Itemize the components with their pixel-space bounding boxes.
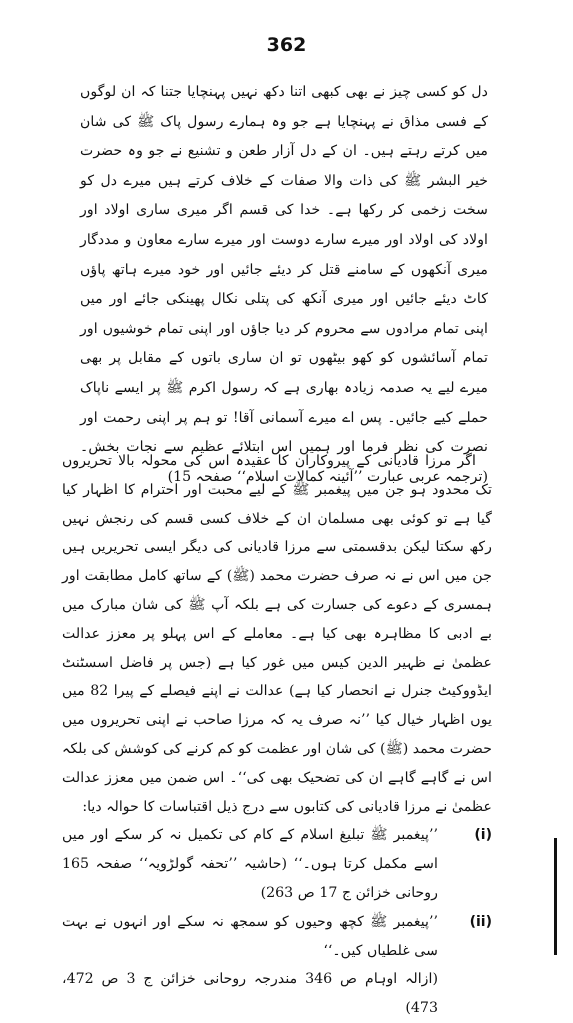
list-item-number: (ii) [469, 913, 492, 930]
body-text-block [62, 447, 492, 1023]
page-edge-rule [554, 838, 557, 955]
list-item-quote: ’’پیغمبر ﷺ کچھ وحیوں کو سمجھ نہ سکے اور انہوں نے بہت سی غلطیاں کیں۔‘‘ [62, 913, 438, 959]
quoted-translation-paragraph: دل کو کسی چیز نے بھی کبھی اتنا دکھ نہیں پہنچایا جتنا کہ ان لوگوں کے فسی مذاق نے پہنچایا ہے جو وہ ہمارے رسول پاک ﷺ کی شان میں کرتے رہتے ہیں۔ ان کے دل آزار طعن و تشنیع نے جو وہ حضرت خیر البشر ﷺ کی ذات والا صفات کے خلاف کرتے ہیں میرے دل کو سخت زخمی کر رکھا ہے۔ خدا کی قسم اگر میری ساری اولاد اور اولاد کی اولاد اور میرے سارے دوست اور میرے سارے معاون و مددگار میری آنکھوں کے سامنے قتل کر دیئے جائیں اور خود میرے ہاتھ پاؤں کاٹ دیئے جائیں اور میری آنکھ کی پتلی نکال پھینکی جائے اور میں اپنی تمام مرادوں سے محروم کر دیا جاؤں اور اپنی تمام خوشیوں اور تمام آسائشوں کو کھو بیٹھوں تو ان ساری باتوں کے مقابل پر بھی میرے لیے یہ صدمہ زیادہ بھاری ہے کہ رسول اکرم ﷺ پر ایسے ناپاک حملے کیے جائیں۔ پس اے میرے آسمانی آقا! تو ہم پر اپنی رحمت اور نصرت کی نظر فرما اور ہمیں اس ابتلائے عظیم سے نجات بخش۔ (ترجمہ عربی عبارت ’’آئینہ کمالات اسلام‘‘ صفحہ 15) [80, 84, 488, 485]
list-item-text: ’’پیغمبر ﷺ تبلیغ اسلام کے کام کی تکمیل نہ کر سکے اور میں اسے مکمل کرتا ہوں۔‘‘ (حاشیہ ’’تحفہ گولڑویہ‘‘ صفحہ 165 روحانی خزائن ج 17 ص 263) [62, 827, 438, 901]
list-item-source: (ازالہ اوہام ص 346 مندرجہ روحانی خزائن ج 3 ص 472، 473) [62, 971, 438, 1017]
list-item-text [62, 908, 438, 1023]
list-item-number: (i) [474, 827, 492, 844]
list-item-i [62, 821, 492, 907]
body-paragraph: اگر مرزا قادیانی کے پیروکاران کا عقیدہ اس کی محولہ بالا تحریروں تک محدود ہو جن میں پیغمبر ﷺ کے لیے محبت اور احترام کا اظہار کیا گیا ہے تو کوئی بھی مسلمان ان کے خلاف کسی قسم کی رنجش نہیں رکھ سکتا لیکن بدقسمتی سے مرزا قادیانی کی دیگر ایسی تحریریں ہیں جن میں اس نے نہ صرف حضرت محمد (ﷺ) کے ساتھ کامل مطابقت اور ہمسری کے دعوے کی جسارت کی ہے بلکہ آپ ﷺ کی شان مبارک میں بے ادبی کا مظاہرہ بھی کیا ہے۔ معاملے کے اس پہلو پر معزز عدالت عظمیٰ نے ظہیر الدین کیس میں غور کیا ہے (جس پر فاضل اسسٹنٹ ایڈووکیٹ جنرل نے انحصار کیا ہے) عدالت نے اپنے فیصلے کے پیرا 82 میں یوں اظہار خیال کیا ’’نہ صرف یہ کہ مرزا صاحب نے اپنی تحریروں میں حضرت محمد (ﷺ) کی شان اور عظمت کو کم کرنے کی کوشش کی بلکہ اس نے گاہے گاہے ان کی تضحیک بھی کی‘‘۔ اس ضمن میں معزز عدالت عظمیٰ نے مرزا قادیانی کی کتابوں سے درج ذیل اقتباسات کا حوالہ دیا: [62, 453, 492, 815]
list-item-ii [62, 908, 492, 1023]
quoted-translation-block [80, 78, 488, 492]
page-number: 362 [266, 34, 307, 56]
